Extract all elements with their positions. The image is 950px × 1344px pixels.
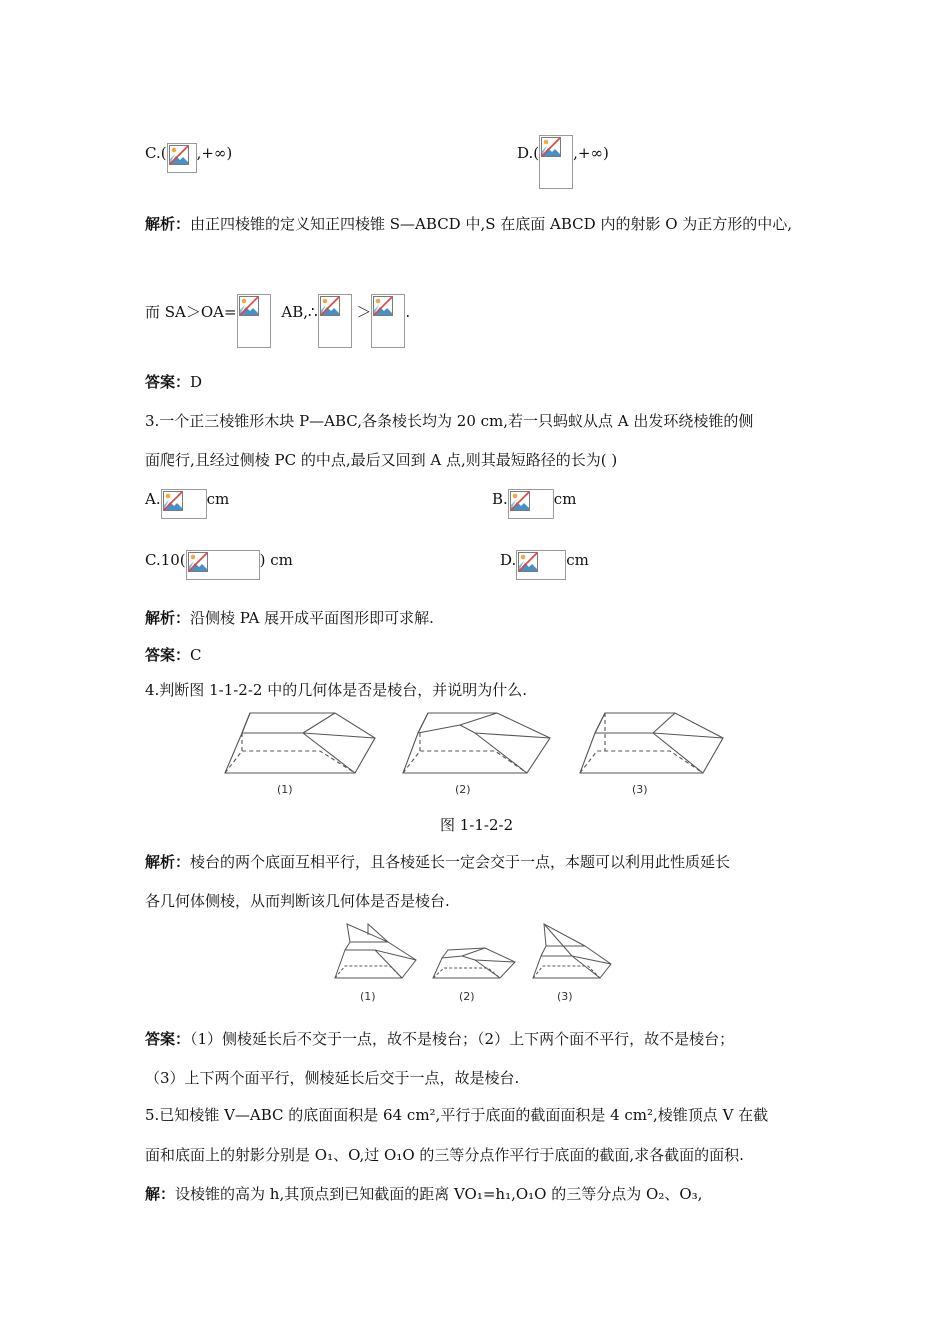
- broken-image-icon: [510, 491, 530, 511]
- q4-analysis-line2: 各几何体侧棱，从而判断该几何体是否是棱台.: [145, 892, 450, 910]
- q3-answer: 答案：C: [145, 646, 202, 664]
- broken-image-icon: [169, 145, 189, 165]
- image-placeholder: [508, 489, 554, 519]
- q5-stem-line2: 面和底面上的射影分别是 O₁、O,过 O₁O 的三等分点作平行于底面的截面,求各截面的面积.: [145, 1146, 744, 1164]
- figure-extended-edges: [330, 920, 620, 990]
- q3-analysis: 解析：沿侧棱 PA 展开成平面图形即可求解.: [145, 609, 434, 627]
- q2-option-d: D.( ,+∞): [517, 143, 609, 197]
- image-placeholder: [161, 489, 207, 519]
- figure-label: (1): [360, 990, 376, 1003]
- solid-ext-2: [433, 948, 515, 978]
- solid-2: [403, 713, 550, 773]
- q3-stem-line2: 面爬行,且经过侧棱 PC 的中点,最后又回到 A 点,则其最短路径的长为( ): [145, 451, 618, 469]
- solid-1: [225, 713, 375, 773]
- broken-image-icon: [163, 491, 183, 511]
- image-placeholder: [167, 143, 197, 173]
- broken-image-icon: [541, 137, 561, 157]
- q4-answer-line1: 答案：（1）侧棱延长后不交于一点，故不是棱台；（2）上下两个面不平行，故不是棱台；: [145, 1030, 735, 1048]
- q3-option-b: B. cm: [492, 489, 576, 519]
- broken-image-icon: [320, 296, 340, 316]
- figure-frustum-solids: [215, 705, 740, 805]
- q4-stem: 4.判断图 1-1-2-2 中的几何体是否是棱台，并说明为什么.: [145, 681, 527, 699]
- q3-stem-line1: 3.一个正三棱锥形木块 P—ABC,各条棱长均为 20 cm,若一只蚂蚁从点 A 出发环绕棱锥的侧: [145, 412, 754, 430]
- solid-ext-3: [533, 924, 611, 978]
- solid-3: [580, 713, 723, 773]
- broken-image-icon: [518, 552, 538, 572]
- figure-caption: 图 1-1-2-2: [440, 816, 514, 834]
- q5-solution: 解：设棱锥的高为 h,其顶点到已知截面的距离 VO₁=h₁,O₁O 的三等分点为 O₂、O₃,: [145, 1185, 703, 1203]
- image-placeholder: [516, 550, 566, 580]
- q3-option-a: A. cm: [145, 489, 229, 519]
- q2-analysis-line2: 而 SA＞OA= AB,∴ ＞ .: [145, 302, 410, 356]
- broken-image-icon: [239, 296, 259, 316]
- q4-analysis-line1: 解析：棱台的两个底面互相平行，且各棱延长一定会交于一点，本题可以利用此性质延长: [145, 853, 731, 871]
- q4-answer-line2: （3）上下两个面平行，侧棱延长后交于一点，故是棱台.: [145, 1069, 520, 1087]
- image-placeholder: [186, 550, 260, 580]
- broken-image-icon: [188, 552, 208, 572]
- figure-label: (3): [557, 990, 573, 1003]
- q3-option-d: D. cm: [500, 550, 589, 580]
- figure-label: (2): [455, 783, 471, 796]
- image-placeholder: [237, 294, 271, 348]
- image-placeholder: [318, 294, 352, 348]
- figure-label: (3): [632, 783, 648, 796]
- image-placeholder: [539, 135, 573, 189]
- image-placeholder: [371, 294, 405, 348]
- broken-image-icon: [373, 296, 393, 316]
- figure-label: (2): [459, 990, 475, 1003]
- figure-label: (1): [277, 783, 293, 796]
- q3-option-c: C.10( ) cm: [145, 550, 293, 580]
- q2-answer: 答案：D: [145, 373, 203, 391]
- solid-ext-1: [335, 924, 416, 978]
- q2-option-c: C.( ,+∞): [145, 143, 232, 173]
- q2-analysis: 解析：由正四棱锥的定义知正四棱锥 S—ABCD 中,S 在底面 ABCD 内的射影 O 为正方形的中心,: [145, 215, 793, 233]
- q5-stem-line1: 5.已知棱锥 V—ABC 的底面面积是 64 cm²,平行于底面的截面面积是 4 cm²,棱锥顶点 V 在截: [145, 1106, 769, 1124]
